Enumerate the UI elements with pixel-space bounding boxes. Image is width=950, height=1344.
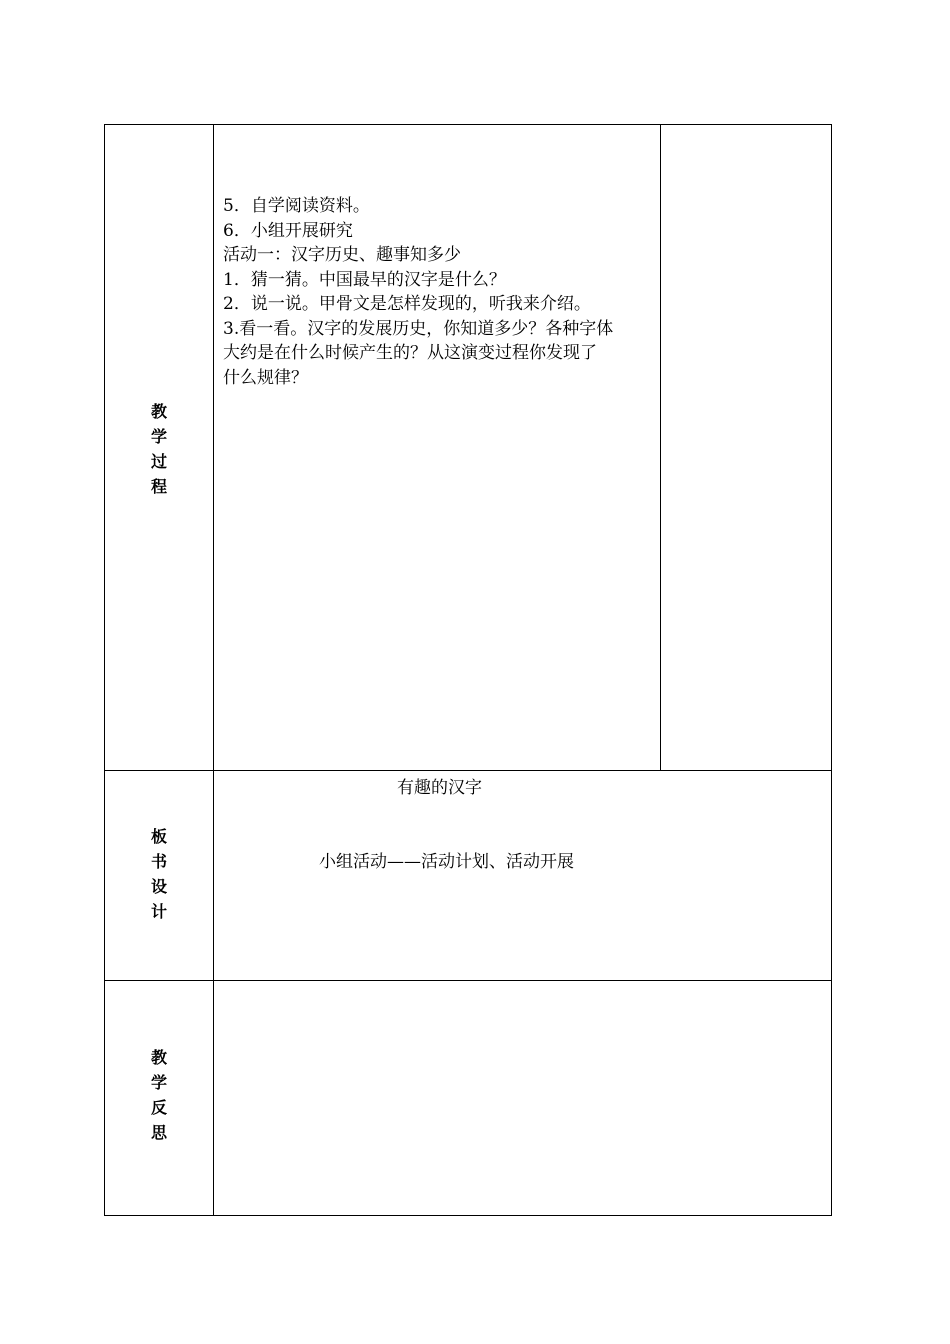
- teaching-process-content: [223, 194, 655, 390]
- board-title: 有趣的汉字: [397, 778, 482, 798]
- process-line: 5．自学阅读资料。: [223, 196, 370, 216]
- process-line: 活动一：汉字历史、趣事知多少: [223, 245, 461, 265]
- column-divider: [213, 125, 214, 1215]
- process-line: 6．小组开展研究: [223, 220, 353, 241]
- board-content-line: 小组活动——活动计划、活动开展: [319, 852, 574, 872]
- notes-column-divider: [660, 125, 661, 771]
- label-char: 计: [150, 902, 167, 921]
- label-char: 学: [150, 427, 167, 446]
- process-line: 1．猜一猜。中国最早的汉字是什么？: [223, 269, 506, 290]
- label-char: 设: [150, 877, 167, 896]
- label-char: 书: [150, 852, 167, 871]
- label-char: 程: [150, 477, 167, 496]
- label-char: 教: [150, 1048, 167, 1067]
- teaching-reflection-label: [105, 1045, 213, 1145]
- row-divider-process-board: [105, 770, 831, 771]
- board-design-label: [105, 824, 213, 924]
- process-line: 3.看一看。汉字的发展历史，你知道多少？各种字体: [223, 318, 614, 339]
- process-line: 大约是在什么时候产生的？从这演变过程你发现了: [223, 343, 597, 363]
- process-line: 2．说一说。甲骨文是怎样发现的，听我来介绍。: [223, 294, 591, 314]
- label-char: 思: [150, 1123, 167, 1142]
- lesson-plan-table: [104, 124, 832, 1216]
- process-line: 什么规律？: [223, 367, 308, 388]
- label-char: 过: [150, 452, 167, 471]
- row-divider-board-reflection: [105, 980, 831, 981]
- teaching-process-label: [105, 399, 213, 499]
- label-char: 学: [150, 1073, 167, 1092]
- label-char: 教: [150, 402, 167, 421]
- label-char: 反: [150, 1098, 167, 1117]
- label-char: 板: [150, 827, 167, 846]
